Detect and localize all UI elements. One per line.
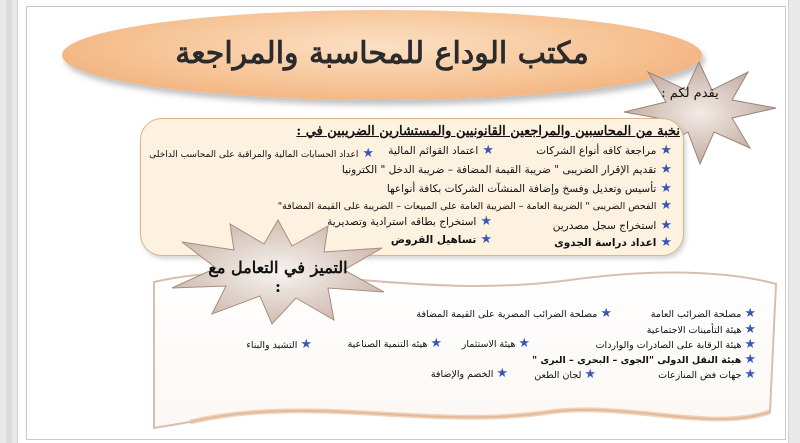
entity-item: ★هيئة النقل الدولى "الجوى – البحرى – البرى " <box>532 352 756 367</box>
star-bullet-icon: ★ <box>480 214 492 229</box>
service-item: ★تأسيس وتعديل وفسخ وإضافة المنشآت الشركات بكافة أنواعها <box>386 181 672 196</box>
star-bullet-icon: ★ <box>660 235 672 250</box>
entity-item: ★جهات فض المنازعات <box>658 367 756 382</box>
entity-item: ★مصلحة الضرائب المصرية على القيمة المضافة <box>416 306 612 321</box>
window-right-edge <box>788 0 800 443</box>
service-item: ★اعداد دراسة الجدوى <box>554 235 672 250</box>
star-bullet-icon: ★ <box>744 306 756 321</box>
window-left-edge-inner <box>6 0 12 443</box>
service-item: ★تساهيل القروض <box>390 232 492 247</box>
service-item: ★استخراج بطاقه استرادية وتصديرية <box>327 214 492 229</box>
star-bullet-icon: ★ <box>480 232 492 247</box>
entity-item: ★لجان الطعن <box>534 367 596 382</box>
dealings-label: التميز في التعامل مع : <box>208 258 348 296</box>
presents-label: يقدم لكم : <box>661 86 719 101</box>
entity-item: ★التشيد والبناء <box>246 337 312 352</box>
entity-item: ★هيئه التنمية الصناعية <box>347 336 442 351</box>
star-bullet-icon: ★ <box>584 367 596 382</box>
star-bullet-icon: ★ <box>660 143 672 158</box>
star-bullet-icon: ★ <box>362 146 374 161</box>
entity-item: ★هيئة الرقابة على الصادرات والواردات <box>595 337 756 352</box>
entity-item: ★مصلحة الضرائب العامة <box>650 306 756 321</box>
service-item: ★مراجعة كافه أنواع الشركات <box>536 143 672 158</box>
service-item: ★استخراج سجل مصدرين <box>552 218 672 233</box>
service-item: ★اعتماد القوائم المالية <box>388 143 494 158</box>
entity-item: ★الخصم والإضافة <box>430 366 508 381</box>
service-item: ★اعداد الحسابات المالية والمراقبة على المحاسب الداخلى <box>149 146 374 161</box>
service-item: ★الفحص الضريبى " الضريبة العامة – الضريبة العامة على المبيعات – الضريبة على القيمة المضافة" <box>277 198 672 213</box>
star-bullet-icon: ★ <box>744 322 756 337</box>
slide-title: مكتب الوداع للمحاسبة والمراجعة <box>175 36 589 71</box>
star-bullet-icon: ★ <box>660 162 672 177</box>
star-bullet-icon: ★ <box>300 337 312 352</box>
star-bullet-icon: ★ <box>660 218 672 233</box>
star-bullet-icon: ★ <box>430 336 442 351</box>
window-left-edge <box>0 0 18 443</box>
star-bullet-icon: ★ <box>660 198 672 213</box>
entity-item: ★هيئة الاستثمار <box>461 336 530 351</box>
star-bullet-icon: ★ <box>496 366 508 381</box>
service-item: ★تقديم الإقرار الضريبى " ضريبة القيمة المضافة – ضريبة الدخل " الكترونيا <box>341 162 672 177</box>
star-bullet-icon: ★ <box>744 352 756 367</box>
star-bullet-icon: ★ <box>518 336 530 351</box>
star-bullet-icon: ★ <box>744 367 756 382</box>
entity-item: ★هيئة التأمينات الاجتماعية <box>646 322 756 337</box>
star-bullet-icon: ★ <box>660 181 672 196</box>
star-bullet-icon: ★ <box>482 143 494 158</box>
star-bullet-icon: ★ <box>744 337 756 352</box>
services-heading: نخبة من المحاسبين والمراجعين القانونيين والمستشارين الضريبين في : <box>296 124 680 139</box>
star-bullet-icon: ★ <box>600 306 612 321</box>
